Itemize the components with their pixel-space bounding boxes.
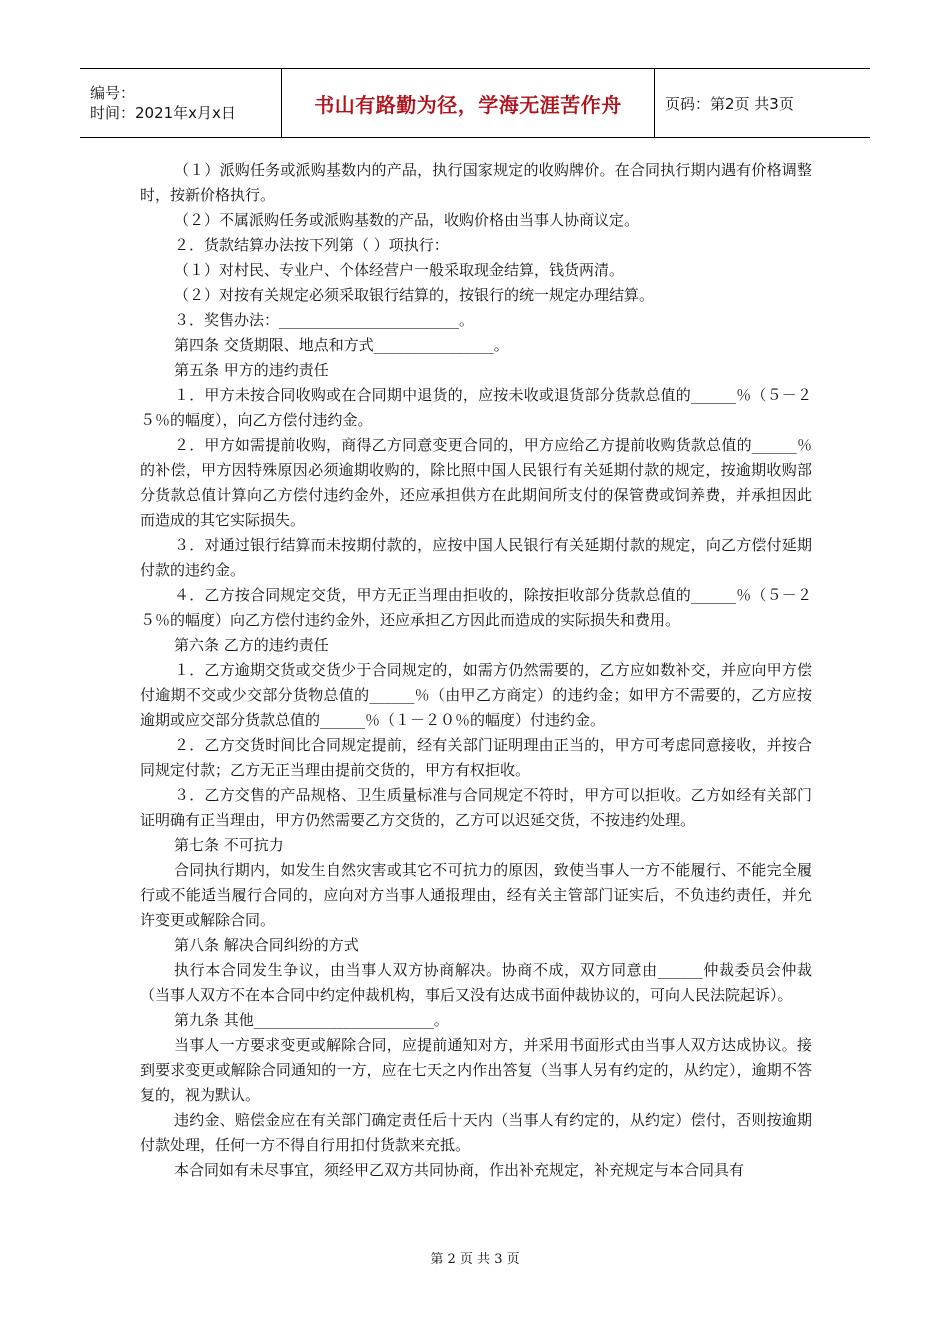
motto-text: 书山有路勤为径，学海无涯苦作舟 (314, 92, 622, 117)
article-heading: 第四条 交货期限、地点和方式________________。 (174, 336, 509, 354)
document-body (140, 158, 812, 1183)
paragraph: 违约金、赔偿金应在有关部门确定责任后十天内（当事人有约定的，从约定）偿付，否则按逾期付款处理，任何一方不得自行用扣付货款来充抵。 (140, 1111, 812, 1154)
page-header (80, 68, 870, 138)
paragraph: ３．对通过银行结算而未按期付款的，应按中国人民银行有关延期付款的规定，向乙方偿付延期付款的违约金。 (140, 536, 812, 579)
paragraph: （２）对按有关规定必须采取银行结算的，按银行的统一规定办理结算。 (174, 286, 655, 304)
paragraph: ２．乙方交货时间比合同规定提前，经有关部门证明理由正当的，甲方可考虑同意接收，并按合同规定付款；乙方无正当理由提前交货的，甲方有权拒收。 (140, 736, 812, 779)
paragraph: ２．货款结算办法按下列第（ ）项执行： (174, 236, 449, 254)
paragraph: １．甲方未按合同收购或在合同期中退货的，应按未收或退货部分货款总值的______％（５－２５％的幅度），向乙方偿付违约金。 (140, 386, 812, 429)
paragraph: 本合同如有未尽事宜，须经甲乙双方共同协商，作出补充规定，补充规定与本合同具有 (174, 1161, 745, 1179)
page-footer (0, 1248, 950, 1267)
paragraph: （１）派购任务或派购基数内的产品，执行国家规定的收购牌价。在合同执行期内遇有价格调整时，按新价格执行。 (140, 161, 812, 204)
document-date-label: 时间：2021年x月x日 (90, 104, 236, 122)
article-heading: 第八条 解决合同纠纷的方式 (174, 936, 359, 954)
footer-page-number: 第 2 页 共 3 页 (430, 1252, 520, 1267)
paragraph: 合同执行期内，如发生自然灾害或其它不可抗力的原因，致使当事人一方不能履行、不能完全履行或不能适当履行合同的，应向对方当事人通报理由，经有关主管部门证实后，不负违约责任，并允许变更或解除合同。 (140, 861, 812, 929)
paragraph: （１）对村民、专业户、个体经营户一般采取现金结算，钱货两清。 (174, 261, 625, 279)
header-motto (282, 69, 655, 137)
page-number-label: 页码：第2页 共3页 (665, 94, 794, 113)
paragraph: ４．乙方按合同规定交货，甲方无正当理由拒收的，除按拒收部分货款总值的______％（５－２５％的幅度）向乙方偿付违约金外，还应承担乙方因此而造成的实际损失和费用。 (140, 586, 812, 629)
paragraph: 执行本合同发生争议，由当事人双方协商解决。协商不成，双方同意由______仲裁委员会仲裁（当事人双方不在本合同中约定仲裁机构，事后又没有达成书面仲裁协议的，可向人民法院起诉）。 (140, 961, 812, 1004)
article-heading: 第六条 乙方的违约责任 (174, 636, 329, 654)
paragraph: ２．甲方如需提前收购，商得乙方同意变更合同的，甲方应给乙方提前收购货款总值的______％的补偿，甲方因特殊原因必须逾期收购的，除比照中国人民银行有关延期付款的规定，按逾期收购部分货款总值计算向乙方偿付违约金外，还应承担供方在此期间所支付的保管费或饲养费，并承担因此而造成的其它实际损失。 (140, 436, 812, 529)
paragraph: ３．奖售办法：________________________。 (174, 311, 475, 329)
header-page-info (655, 69, 870, 137)
article-heading: 第九条 其他________________________。 (174, 1011, 449, 1029)
paragraph: ３．乙方交售的产品规格、卫生质量标准与合同规定不符时，甲方可以拒收。乙方如经有关部门证明确有正当理由，甲方仍然需要乙方交货的，乙方可以迟延交货，不按违约处理。 (140, 786, 812, 829)
paragraph: １．乙方逾期交货或交货少于合同规定的，如需方仍然需要的，乙方应如数补交，并应向甲方偿付逾期不交或少交部分货物总值的______％（由甲乙方商定）的违约金；如甲方不需要的，乙方应按逾期或应交部分货款总值的______％（１－２０％的幅度）付违约金。 (140, 661, 812, 729)
header-meta (80, 69, 282, 137)
article-heading: 第五条 甲方的违约责任 (174, 361, 329, 379)
document-number-label: 编号： (90, 84, 136, 102)
paragraph: 当事人一方要求变更或解除合同，应提前通知对方，并采用书面形式由当事人双方达成协议。接到要求变更或解除合同通知的一方，应在七天之内作出答复（当事人另有约定的，从约定），逾期不答复的，视为默认。 (140, 1036, 812, 1104)
article-heading: 第七条 不可抗力 (174, 836, 284, 854)
paragraph: （２）不属派购任务或派购基数的产品，收购价格由当事人协商议定。 (174, 211, 640, 229)
